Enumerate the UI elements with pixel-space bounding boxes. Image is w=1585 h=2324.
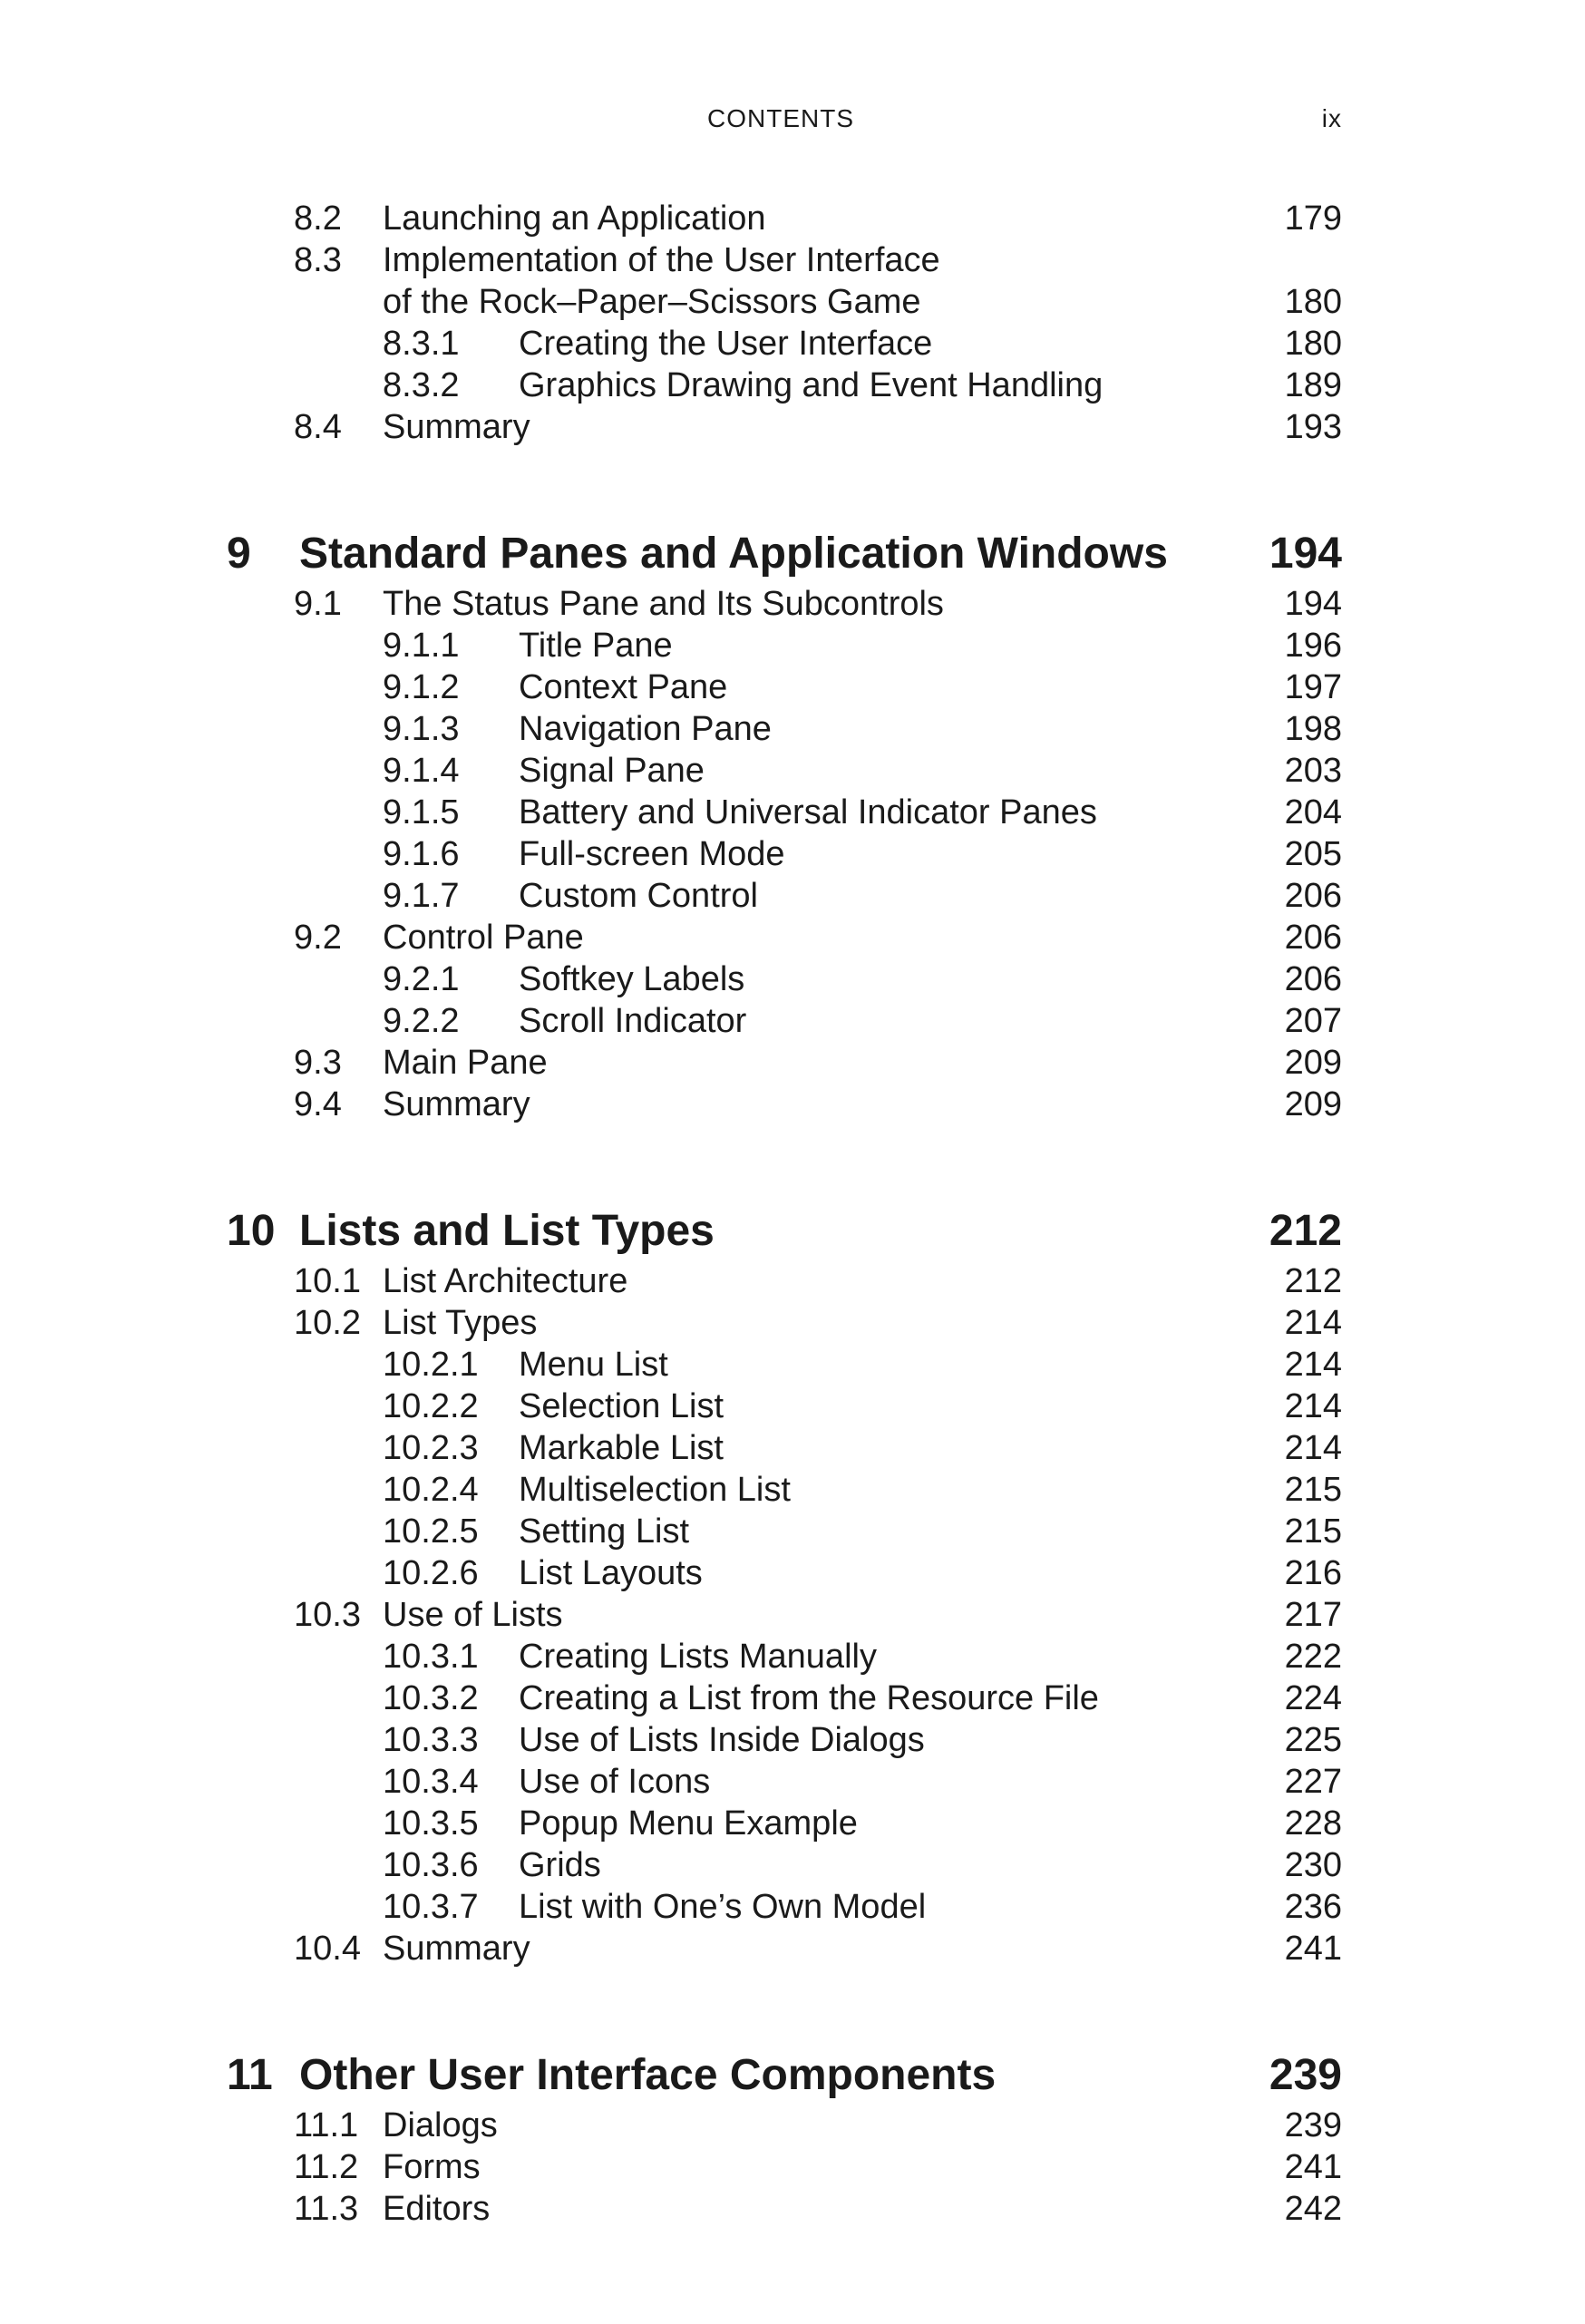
toc-entry-number: 9.1.3 (383, 710, 460, 748)
chapter-entries (227, 1260, 1342, 1969)
toc-entry-title: Signal Pane (519, 752, 705, 790)
toc-entry-number: 10.2 (294, 1304, 361, 1342)
toc-entry-title: Summary (383, 408, 530, 446)
toc-entry-page: 241 (1284, 2148, 1342, 2186)
chapter-title: Standard Panes and Application Windows (299, 530, 1168, 578)
toc-entry (227, 1511, 1342, 1552)
toc-entry-page: 206 (1284, 877, 1342, 915)
toc-entry (227, 1302, 1342, 1344)
chapter-heading (227, 1202, 1342, 1260)
toc-entry-number: 10.3.6 (383, 1846, 479, 1884)
toc-entry-page: 215 (1284, 1471, 1342, 1509)
toc-entry-page: 179 (1284, 199, 1342, 238)
toc-entry-title: Use of Lists Inside Dialogs (519, 1721, 925, 1759)
toc-entry (227, 1042, 1342, 1084)
toc-entry-page: 228 (1284, 1804, 1342, 1843)
toc-entry-page: 206 (1284, 919, 1342, 957)
toc-entry (227, 625, 1342, 666)
toc-entry-title: The Status Pane and Its Subcontrols (383, 585, 944, 623)
toc-entry-number: 9.2.1 (383, 960, 460, 998)
toc-entry (227, 792, 1342, 833)
toc-entry-number: 10.3.3 (383, 1721, 479, 1759)
toc-entry-page: 198 (1284, 710, 1342, 748)
toc-entry (227, 2188, 1342, 2230)
toc-entry (227, 239, 1342, 281)
toc-entry (227, 1344, 1342, 1386)
toc-entry-title: Graphics Drawing and Event Handling (519, 366, 1104, 404)
toc-entry-page: 206 (1284, 960, 1342, 998)
toc-entry (227, 1761, 1342, 1803)
toc-entry-page: 203 (1284, 752, 1342, 790)
toc-entry-page: 230 (1284, 1846, 1342, 1884)
chapter-entries (227, 583, 1342, 1125)
toc-entry-number: 10.3 (294, 1596, 361, 1634)
toc-entry-number: 8.2 (294, 199, 342, 238)
toc-entry-page: 196 (1284, 627, 1342, 665)
toc-entry-page: 197 (1284, 668, 1342, 706)
toc-entry (227, 1636, 1342, 1677)
toc-entry-page: 189 (1284, 366, 1342, 404)
toc-entry-title: Scroll Indicator (519, 1002, 747, 1040)
toc-entry (227, 1844, 1342, 1886)
chapter-number: 10 (227, 1207, 276, 1255)
toc-entry-title: Creating Lists Manually (519, 1638, 877, 1676)
toc-entry-title: Selection List (519, 1387, 724, 1425)
toc-entry-page: 241 (1284, 1930, 1342, 1968)
chapter-heading (227, 2047, 1342, 2105)
toc-entry-number: 10.2.1 (383, 1346, 479, 1384)
toc-entry-title: Main Pane (383, 1044, 548, 1082)
toc-entry (227, 365, 1342, 406)
toc-entry-number: 10.3.4 (383, 1763, 479, 1801)
toc-entry (227, 1594, 1342, 1636)
toc-entry (227, 958, 1342, 1000)
toc-entry (227, 875, 1342, 917)
chapter-entries (227, 2105, 1342, 2230)
chapter-page: 194 (1269, 530, 1342, 578)
toc-entry (227, 1260, 1342, 1302)
toc-entry-page: 180 (1284, 325, 1342, 363)
chapter-number: 11 (227, 2051, 273, 2099)
toc-entry-page: 224 (1284, 1679, 1342, 1717)
toc-entry-number: 8.3 (294, 241, 342, 279)
toc-entry (227, 198, 1342, 239)
toc-entry (227, 708, 1342, 750)
toc-entry-page: 180 (1284, 283, 1342, 321)
toc-entry-number: 11.3 (294, 2190, 359, 2228)
toc-entry-number: 9.1.5 (383, 793, 460, 831)
toc-entry (227, 1928, 1342, 1969)
toc-entry-number: 10.3.1 (383, 1638, 479, 1676)
toc-entry-title: Use of Icons (519, 1763, 711, 1801)
toc-entry-title: Creating the User Interface (519, 325, 933, 363)
toc-entry-page: 193 (1284, 408, 1342, 446)
toc-entry-number: 8.3.2 (383, 366, 460, 404)
chapter-page: 212 (1269, 1207, 1342, 1255)
toc-entry-page: 207 (1284, 1002, 1342, 1040)
chapter-number: 9 (227, 530, 251, 578)
toc-entry-title: List Architecture (383, 1262, 628, 1300)
toc-entry-page: 239 (1284, 2106, 1342, 2144)
toc-entry (227, 1000, 1342, 1042)
toc-entry-title: Menu List (519, 1346, 668, 1384)
toc-entry (227, 323, 1342, 365)
toc-entry-number: 11.1 (294, 2106, 359, 2144)
toc-entry-page: 236 (1284, 1888, 1342, 1926)
toc-entry-title: Summary (383, 1930, 530, 1968)
toc-entry-title: Summary (383, 1085, 530, 1123)
toc-entry-page: 217 (1284, 1596, 1342, 1634)
toc-entry-page: 214 (1284, 1304, 1342, 1342)
toc-entry-number: 8.3.1 (383, 325, 460, 363)
toc-entry-page: 215 (1284, 1512, 1342, 1551)
toc-entry-page: 209 (1284, 1044, 1342, 1082)
toc-entry-page: 216 (1284, 1554, 1342, 1592)
toc-entry-title: List Layouts (519, 1554, 703, 1592)
toc-entry-title: Dialogs (383, 2106, 498, 2144)
toc-entry-number: 10.3.7 (383, 1888, 479, 1926)
toc-entry-number: 10.2.5 (383, 1512, 479, 1551)
toc-entry (227, 1886, 1342, 1928)
toc-entry-title: Title Pane (519, 627, 673, 665)
toc-entry-title: Implementation of the User Interface (383, 241, 940, 279)
running-head (227, 104, 1342, 141)
toc-entry-number: 8.4 (294, 408, 342, 446)
toc-entry-number: 9.2.2 (383, 1002, 460, 1040)
toc-entry-number: 10.1 (294, 1262, 361, 1300)
toc-entry-number: 10.4 (294, 1930, 361, 1968)
chapter-title: Other User Interface Components (299, 2051, 997, 2099)
toc-entry-title: Control Pane (383, 919, 584, 957)
toc-entry-title: of the Rock–Paper–Scissors Game (383, 283, 921, 321)
toc-entry-number: 10.2.2 (383, 1387, 479, 1425)
toc-entry-title: List Types (383, 1304, 538, 1342)
toc-entry-number: 10.2.4 (383, 1471, 479, 1509)
toc-entry (227, 1803, 1342, 1844)
toc-entry-number: 9.1.1 (383, 627, 460, 665)
toc-entry-number: 9.3 (294, 1044, 342, 1082)
toc-entry-number: 9.1.4 (383, 752, 460, 790)
toc-entry-title: Creating a List from the Resource File (519, 1679, 1099, 1717)
toc-entry (227, 1427, 1342, 1469)
toc-entry (227, 1084, 1342, 1125)
toc-entry-number: 10.2.6 (383, 1554, 479, 1592)
toc-entry-page: 194 (1284, 585, 1342, 623)
toc-entry-title: Grids (519, 1846, 601, 1884)
toc-entry-title: Editors (383, 2190, 491, 2228)
chapter-page: 239 (1269, 2051, 1342, 2099)
toc-entry-title: Launching an Application (383, 199, 766, 238)
toc-entry-title: Multiselection List (519, 1471, 791, 1509)
toc-entry-number: 11.2 (294, 2148, 359, 2186)
toc-entry-page: 205 (1284, 835, 1342, 873)
running-head-title: CONTENTS (707, 104, 854, 132)
toc-entry (227, 406, 1342, 448)
toc-entry (227, 1386, 1342, 1427)
toc-entry-page: 227 (1284, 1763, 1342, 1801)
toc-entry-number: 10.3.2 (383, 1679, 479, 1717)
toc-entry-page: 214 (1284, 1429, 1342, 1467)
toc-entry-title: Forms (383, 2148, 481, 2186)
toc-entry-number: 9.1 (294, 585, 342, 623)
toc-entry-page: 212 (1284, 1262, 1342, 1300)
toc-entry-page: 214 (1284, 1387, 1342, 1425)
toc-entry (227, 1677, 1342, 1719)
table-of-contents (227, 198, 1342, 2230)
toc-entry-title: List with One’s Own Model (519, 1888, 927, 1926)
toc-entry-title: Use of Lists (383, 1596, 563, 1634)
toc-entry-title: Setting List (519, 1512, 689, 1551)
toc-entry-title: Full-screen Mode (519, 835, 785, 873)
toc-entry-page: 222 (1284, 1638, 1342, 1676)
toc-entry-page: 214 (1284, 1346, 1342, 1384)
toc-entry-number: 9.1.7 (383, 877, 460, 915)
toc-entry-continuation (227, 281, 1342, 323)
toc-entry-page: 242 (1284, 2190, 1342, 2228)
toc-entry-title: Navigation Pane (519, 710, 772, 748)
toc-entry-page: 209 (1284, 1085, 1342, 1123)
toc-entry-number: 9.2 (294, 919, 342, 957)
toc-entry (227, 583, 1342, 625)
running-head-page-number: ix (1321, 104, 1342, 132)
toc-entry-title: Softkey Labels (519, 960, 745, 998)
toc-entry (227, 1469, 1342, 1511)
toc-entry-number: 9.1.6 (383, 835, 460, 873)
toc-entry-number: 9.4 (294, 1085, 342, 1123)
chapter-title: Lists and List Types (299, 1207, 715, 1255)
toc-entry-title: Battery and Universal Indicator Panes (519, 793, 1097, 831)
toc-entry-number: 10.2.3 (383, 1429, 479, 1467)
toc-entry (227, 2105, 1342, 2146)
toc-entry (227, 1719, 1342, 1761)
toc-entry-number: 10.3.5 (383, 1804, 479, 1843)
toc-entry (227, 833, 1342, 875)
toc-entry-page: 225 (1284, 1721, 1342, 1759)
toc-entry (227, 1552, 1342, 1594)
toc-entry-title: Markable List (519, 1429, 724, 1467)
toc-entry-number: 9.1.2 (383, 668, 460, 706)
toc-entry (227, 917, 1342, 958)
toc-entry (227, 750, 1342, 792)
toc-entry-title: Custom Control (519, 877, 758, 915)
toc-entry (227, 2146, 1342, 2188)
chapter-heading (227, 525, 1342, 583)
toc-entry-title: Popup Menu Example (519, 1804, 858, 1843)
toc-entry-page: 204 (1284, 793, 1342, 831)
toc-entry (227, 666, 1342, 708)
toc-entry-title: Context Pane (519, 668, 728, 706)
